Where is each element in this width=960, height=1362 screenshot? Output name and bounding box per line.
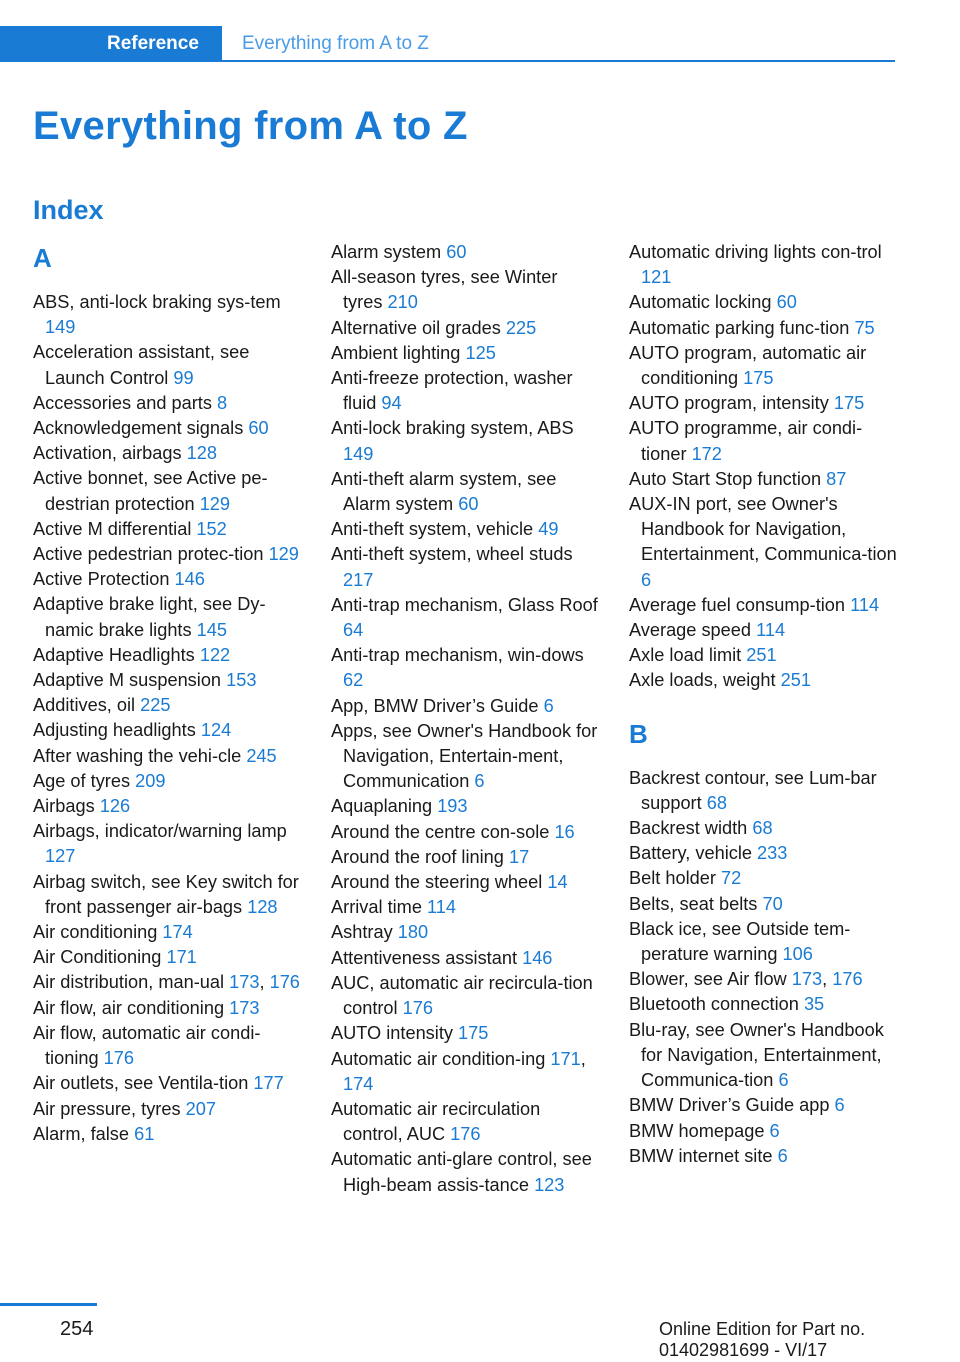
- page-link[interactable]: 123: [534, 1174, 565, 1195]
- index-entry: [33, 1122, 303, 1147]
- entry-text: Axle loads, weight: [629, 670, 781, 691]
- index-heading: Index: [33, 195, 104, 225]
- entry-text: ABS, anti-lock braking sys‐tem: [33, 292, 281, 312]
- entry-text: Blu-ray, see Owner's Handbook for Navigation, Entertainment, Communica‐tion: [629, 1019, 884, 1091]
- index-column-1: [33, 240, 303, 1147]
- entry-text: Around the roof lining: [331, 846, 509, 867]
- index-entry: [33, 416, 303, 441]
- entry-text: Acceleration assistant, see Launch Control: [33, 342, 250, 388]
- index-entry: [331, 366, 601, 416]
- page-link[interactable]: 68: [706, 792, 727, 813]
- page-link[interactable]: 6: [778, 1070, 789, 1091]
- entry-text: Adjusting headlights: [33, 720, 201, 741]
- entry-text: Around the centre con‐sole: [331, 821, 555, 842]
- index-entry: Automatic air condition‐ing 171, 174: [331, 1048, 586, 1094]
- index-entry: [33, 391, 303, 416]
- index-entry: Blower, see Air flow 173, 176: [629, 969, 863, 990]
- index-entry: [33, 567, 303, 592]
- index-entry: [33, 996, 303, 1021]
- index-entry: [33, 592, 303, 642]
- page-link[interactable]: 176: [269, 972, 300, 993]
- entry-text: Adaptive brake light, see Dy‐namic brake lights: [33, 594, 266, 640]
- index-column-2: [331, 240, 601, 1198]
- page-link[interactable]: 176: [402, 998, 434, 1019]
- entry-text: Air flow, automatic air condi‐tioning: [33, 1022, 261, 1069]
- entry-text: Around the steering wheel: [331, 872, 548, 893]
- index-entry: [33, 441, 303, 466]
- entry-text: Anti-lock braking system, ABS: [331, 418, 574, 439]
- entry-text: BMW homepage: [629, 1120, 770, 1141]
- page-link[interactable]: 125: [465, 342, 496, 363]
- index-column-3: [629, 240, 899, 1169]
- entry-text: Automatic driving lights con‐trol: [629, 242, 882, 262]
- page-link[interactable]: 174: [343, 1073, 374, 1094]
- index-entry: [331, 341, 601, 366]
- entry-text: Automatic anti-glare control, see High-beam assis‐tance: [331, 1149, 592, 1195]
- index-entry: [331, 845, 601, 870]
- page-link[interactable]: 114: [756, 620, 786, 641]
- page-link[interactable]: 49: [538, 519, 559, 540]
- page-link[interactable]: 70: [762, 893, 783, 914]
- page-link[interactable]: 8: [216, 392, 228, 413]
- index-entry: [629, 766, 899, 816]
- page-link[interactable]: 60: [776, 292, 797, 313]
- entry-text: Alarm system: [331, 242, 447, 262]
- page-link[interactable]: 173: [229, 972, 260, 993]
- footer-rule: [0, 1303, 97, 1306]
- page-link[interactable]: 114: [427, 897, 456, 918]
- index-entry: [331, 517, 601, 542]
- index-entry: [629, 1093, 899, 1118]
- entry-text: Air outlets, see Ventila‐tion: [33, 1073, 254, 1094]
- index-entry: [629, 341, 899, 391]
- entry-text: Activation, airbags: [33, 443, 187, 464]
- index-entry: [331, 467, 601, 517]
- entry-text: Airbags: [33, 796, 100, 817]
- index-entry: [629, 593, 899, 618]
- breadcrumb[interactable]: Everything from A to Z: [242, 33, 429, 54]
- page-link[interactable]: 225: [140, 695, 171, 716]
- entry-text: AUX-IN port, see Owner's Handbook for Navigation, Entertainment, Communica‐tion: [629, 494, 897, 565]
- index-entry: [33, 794, 303, 819]
- entry-text: Arrival time: [331, 897, 427, 918]
- page-link[interactable]: 6: [474, 771, 485, 792]
- page-link[interactable]: 126: [99, 796, 131, 817]
- page-link[interactable]: 173: [229, 997, 260, 1018]
- entry-text: Backrest contour, see Lum‐bar support: [629, 767, 877, 813]
- page-link[interactable]: 94: [381, 393, 402, 414]
- page-link[interactable]: 209: [135, 770, 166, 791]
- entry-text: Ambient lighting: [331, 342, 466, 363]
- page-link[interactable]: 14: [547, 872, 568, 893]
- index-entry: [33, 643, 303, 668]
- entry-text: AUC, automatic air recircula‐tion control: [331, 972, 593, 1019]
- index-entry: [331, 316, 601, 341]
- page-link[interactable]: 176: [103, 1048, 135, 1069]
- entry-text: Anti-trap mechanism, win‐dows: [331, 645, 584, 666]
- index-entry: [33, 769, 303, 794]
- page-link[interactable]: 251: [780, 670, 812, 691]
- entry-text: Age of tyres: [33, 770, 136, 791]
- page-link[interactable]: 128: [186, 443, 218, 464]
- entry-text: Automatic air condition‐ing: [331, 1048, 551, 1069]
- entry-text: Adaptive Headlights: [33, 644, 200, 665]
- page-link[interactable]: 129: [199, 493, 231, 514]
- entry-text: App, BMW Driver’s Guide: [331, 695, 544, 716]
- page-link[interactable]: 175: [743, 368, 774, 389]
- page-link[interactable]: 121: [641, 267, 672, 288]
- entry-text: AUTO program, intensity: [629, 393, 834, 414]
- entry-text: Alternative oil grades: [331, 317, 506, 338]
- entry-list: [629, 240, 899, 694]
- page-link[interactable]: 174: [162, 922, 193, 943]
- edition-note: Online Edition for Part no. 01402981699 - VI/17: [659, 1319, 866, 1360]
- entry-text: Average fuel consump‐tion: [629, 594, 851, 615]
- page-link[interactable]: 60: [458, 494, 479, 515]
- entry-text: Battery, vehicle: [629, 843, 758, 864]
- page-link[interactable]: 106: [782, 944, 813, 965]
- page-link[interactable]: 129: [268, 544, 299, 565]
- page-link[interactable]: 6: [769, 1120, 780, 1141]
- entry-list: [331, 240, 601, 1198]
- index-entry: [33, 819, 303, 869]
- page-link[interactable]: 245: [246, 745, 277, 766]
- letter-heading-b: B: [629, 718, 648, 749]
- page-link[interactable]: 60: [446, 242, 467, 262]
- index-entry: [629, 1119, 899, 1144]
- page-link[interactable]: 122: [199, 644, 231, 665]
- index-entry: [629, 391, 899, 416]
- index-entry: [33, 668, 303, 693]
- header-rule: [222, 60, 895, 62]
- entry-text: All-season tyres, see Winter tyres: [331, 267, 558, 313]
- index-entry: [33, 718, 303, 743]
- entry-text: Active Protection: [33, 569, 175, 590]
- page-link[interactable]: 87: [826, 468, 847, 489]
- page-link[interactable]: 172: [691, 443, 722, 464]
- entry-text: Average speed: [629, 620, 757, 641]
- page-link[interactable]: 124: [200, 720, 232, 741]
- index-entry: [629, 643, 899, 668]
- entry-text: Anti-theft alarm system, see Alarm system: [331, 468, 557, 515]
- entry-text: Blower, see Air flow: [629, 969, 792, 990]
- index-entry: [629, 290, 899, 315]
- page-link[interactable]: 17: [508, 846, 530, 867]
- page-link[interactable]: 175: [458, 1023, 489, 1044]
- page-link[interactable]: 175: [833, 393, 865, 414]
- page-link[interactable]: 6: [543, 695, 554, 716]
- letter-heading-a: A: [33, 243, 52, 273]
- page-link[interactable]: 217: [343, 569, 374, 590]
- page-link[interactable]: 114: [850, 594, 880, 615]
- entry-text: Air flow, air conditioning: [33, 997, 230, 1018]
- page-link[interactable]: 6: [834, 1095, 845, 1116]
- entry-text: Automatic locking: [629, 292, 777, 313]
- entry-text: Airbags, indicator/warning lamp: [33, 821, 287, 842]
- entry-text: Auto Start Stop function: [629, 468, 827, 489]
- page-link[interactable]: 75: [854, 317, 875, 338]
- index-entry: [33, 1021, 303, 1071]
- page-link[interactable]: 146: [522, 947, 553, 968]
- index-entry: [629, 866, 899, 891]
- index-entry: [629, 841, 899, 866]
- page-link[interactable]: 176: [450, 1124, 481, 1145]
- page-link[interactable]: 62: [343, 670, 364, 691]
- page-link[interactable]: 149: [45, 317, 76, 338]
- index-entry: [331, 643, 601, 693]
- page-link[interactable]: 171: [166, 947, 197, 968]
- page-link[interactable]: 68: [752, 818, 773, 839]
- page-link[interactable]: 233: [757, 843, 788, 864]
- entry-text: Active pedestrian protec‐tion: [33, 544, 269, 565]
- page-link[interactable]: 193: [437, 796, 468, 817]
- page-header: [0, 26, 895, 62]
- page-title: Everything from A to Z: [33, 104, 468, 148]
- entry-text: Backrest width: [629, 818, 753, 839]
- page-link[interactable]: 210: [387, 292, 418, 313]
- page-link[interactable]: 152: [196, 518, 227, 539]
- page-link[interactable]: 173: [791, 969, 823, 990]
- entry-text: Active bonnet, see Active pe‐destrian protection: [33, 468, 268, 514]
- entry-text: Black ice, see Outside tem‐perature warning: [629, 918, 851, 965]
- page-link[interactable]: 251: [746, 645, 777, 666]
- index-entry: [629, 892, 899, 917]
- entry-list: [629, 766, 899, 1169]
- index-entry: [33, 542, 303, 567]
- entry-text: Air pressure, tyres: [33, 1098, 186, 1119]
- index-entry: [331, 971, 601, 1021]
- index-entry: [629, 917, 899, 967]
- entry-text: Ashtray: [331, 922, 398, 943]
- section-label: Reference: [107, 33, 199, 54]
- index-entry: [33, 340, 303, 390]
- index-entry: [33, 517, 303, 542]
- entry-text: Anti-trap mechanism, Glass Roof: [331, 594, 598, 615]
- entry-text: Bluetooth connection: [629, 994, 804, 1015]
- index-entry: [331, 719, 601, 795]
- index-entry: [629, 992, 899, 1017]
- page-link[interactable]: 171: [550, 1048, 581, 1069]
- page-link[interactable]: 60: [248, 418, 269, 439]
- page-link[interactable]: 207: [185, 1098, 216, 1119]
- index-entry: [33, 466, 303, 516]
- page-link[interactable]: 128: [247, 896, 278, 917]
- page-link[interactable]: 16: [554, 821, 575, 842]
- index-entry: [629, 492, 899, 593]
- page-link[interactable]: 35: [803, 994, 825, 1015]
- index-entry: [33, 870, 303, 920]
- entry-text: Alarm, false: [33, 1123, 135, 1144]
- index-entry: Air distribution, man‐ual 173, 176: [33, 972, 300, 993]
- entry-text: Air distribution, man‐ual: [33, 972, 230, 993]
- entry-text: Automatic parking func‐tion: [629, 317, 855, 338]
- index-entry: [331, 794, 601, 819]
- entry-text: After washing the vehi‐cle: [33, 745, 247, 766]
- section-tab[interactable]: [0, 26, 222, 62]
- index-entry: [629, 816, 899, 841]
- entry-text: Air conditioning: [33, 922, 163, 943]
- index-entry: [331, 920, 601, 945]
- index-entry: [331, 240, 601, 265]
- entry-text: Additives, oil: [33, 695, 141, 716]
- index-entry: [331, 895, 601, 920]
- page-number: 254: [60, 1318, 94, 1340]
- index-entry: [331, 694, 601, 719]
- page-link[interactable]: 146: [174, 569, 205, 590]
- index-entry: [331, 416, 601, 466]
- page-link[interactable]: 145: [196, 619, 227, 640]
- entry-list: [33, 290, 303, 1147]
- page-link[interactable]: 6: [641, 569, 652, 590]
- index-entry: [629, 668, 899, 693]
- entry-text: BMW internet site: [629, 1145, 778, 1166]
- index-entry: [629, 240, 899, 290]
- index-entry: [331, 870, 601, 895]
- entry-text: Airbag switch, see Key switch for front passenger air‐bags: [33, 871, 299, 917]
- page-link[interactable]: 6: [777, 1145, 788, 1166]
- entry-text: Acknowledgement signals: [33, 418, 249, 439]
- page-link[interactable]: 225: [505, 317, 537, 338]
- page-link[interactable]: 127: [45, 846, 76, 867]
- index-entry: [629, 1144, 899, 1169]
- page-link[interactable]: 72: [721, 868, 742, 889]
- entry-text: Automatic air recirculation control, AUC: [331, 1098, 541, 1145]
- index-entry: [33, 744, 303, 769]
- index-entry: [33, 290, 303, 340]
- index-entry: [331, 593, 601, 643]
- entry-text: AUTO program, automatic air conditioning: [629, 342, 867, 389]
- entry-text: Belt holder: [629, 868, 722, 889]
- entry-text: Anti-theft system, vehicle: [331, 519, 539, 540]
- page-link[interactable]: 177: [253, 1073, 284, 1094]
- entry-text: BMW Driver’s Guide app: [629, 1095, 835, 1116]
- entry-text: Adaptive M suspension: [33, 670, 227, 691]
- index-entry: [331, 542, 601, 592]
- index-entry: [33, 920, 303, 945]
- page-link[interactable]: 61: [134, 1123, 155, 1144]
- index-entry: [629, 416, 899, 466]
- index-entry: [331, 946, 601, 971]
- index-entry: [331, 265, 601, 315]
- entry-text: Anti-theft system, wheel studs: [331, 544, 573, 565]
- page-link[interactable]: 180: [397, 922, 429, 943]
- index-entry: [33, 1071, 303, 1096]
- index-entry: [33, 693, 303, 718]
- index-entry: [629, 1018, 899, 1094]
- page-link[interactable]: 64: [343, 620, 364, 641]
- index-entry: [629, 618, 899, 643]
- entry-text: Air Conditioning: [33, 947, 167, 968]
- page-link[interactable]: 99: [173, 367, 194, 388]
- index-entry: [33, 1097, 303, 1122]
- entry-text: Aquaplaning: [331, 796, 438, 817]
- page-link[interactable]: 176: [832, 969, 863, 990]
- index-entry: [331, 1097, 601, 1147]
- index-entry: [331, 820, 601, 845]
- entry-text: Accessories and parts: [33, 392, 217, 413]
- page-link[interactable]: 153: [226, 670, 257, 691]
- entry-text: Apps, see Owner's Handbook for Navigation, Entertain‐ment, Communication: [331, 720, 598, 792]
- index-entry: [629, 467, 899, 492]
- entry-text: Axle load limit: [629, 645, 747, 666]
- index-entry: [331, 1147, 601, 1197]
- entry-text: Attentiveness assistant: [331, 947, 523, 968]
- entry-text: Active M differential: [33, 518, 197, 539]
- page-link[interactable]: 149: [343, 443, 374, 464]
- entry-text: Anti-freeze protection, washer fluid: [331, 368, 573, 414]
- index-entry: [33, 945, 303, 970]
- entry-text: AUTO intensity: [331, 1023, 459, 1044]
- index-entry: [331, 1021, 601, 1046]
- entry-text: AUTO programme, air condi‐tioner: [629, 418, 863, 464]
- index-entry: [629, 316, 899, 341]
- entry-text: Belts, seat belts: [629, 893, 763, 914]
